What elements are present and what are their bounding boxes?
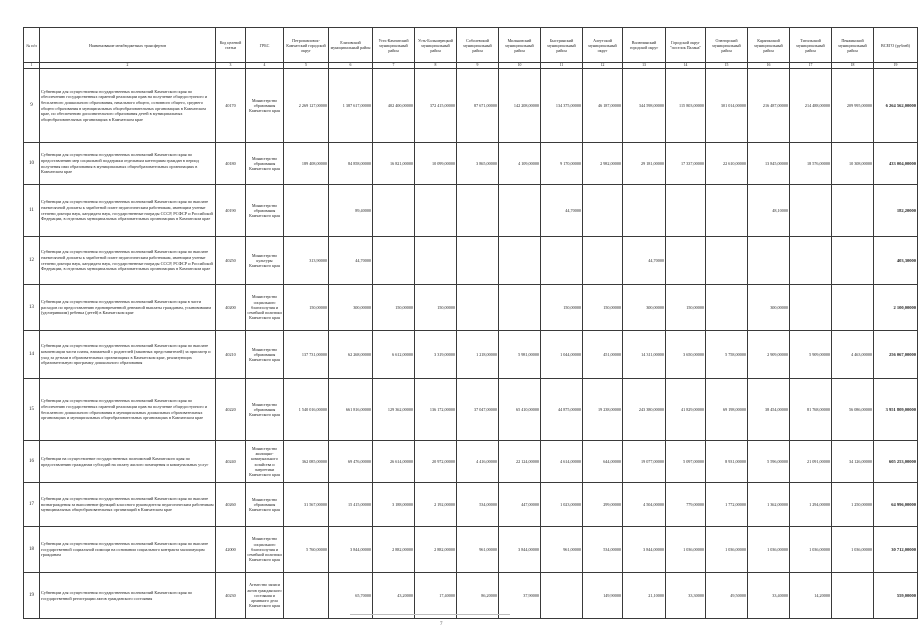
amount-cell: 142 208,00000 [499, 69, 541, 143]
grbs-cell: Министерство образования Камчатского края [246, 483, 284, 527]
amount-cell: 4 109,00000 [499, 143, 541, 185]
transfer-name-cell: Субвенции для осуществления государственных полномочий Камчатского края по предоставлению мер социальной поддержки отдельным категориям граждан в период получения ими образования в муниципальных общеобразовательных организациях в Камчатском крае [40, 143, 216, 185]
amount-cell: 17 337,00000 [666, 143, 706, 185]
row-number-cell: 14 [24, 331, 40, 379]
budget-table [23, 27, 918, 619]
amount-cell: 46 187,00000 [583, 69, 623, 143]
amount-cell: 44,70000 [541, 185, 583, 237]
amount-cell: 38 454,00000 [748, 379, 790, 441]
row-number-cell: 10 [24, 143, 40, 185]
table-row [24, 573, 918, 619]
amount-cell [706, 285, 748, 331]
amount-cell: 1 036,00000 [666, 527, 706, 573]
transfer-name-cell: Субвенции для осуществления государственных полномочий Камчатского края по выплате вознаграждения за выполнение функций классного руководителя педагогическим работникам муниципальных общеобразовательных организаций в Камчатском крае [40, 483, 216, 527]
column-number-cell: 3 [216, 63, 246, 69]
amount-cell: 6 612,00000 [373, 331, 415, 379]
amount-cell: 5 097,00000 [666, 441, 706, 483]
table-row [24, 69, 918, 143]
amount-cell: 150,00000 [583, 285, 623, 331]
amount-cell: 2 882,00000 [373, 527, 415, 573]
column-number-cell: 16 [748, 63, 790, 69]
column-number-cell: 10 [499, 63, 541, 69]
amount-cell: 8 931,00000 [706, 441, 748, 483]
column-number-cell: 13 [623, 63, 666, 69]
amount-cell: 961,00000 [457, 527, 499, 573]
amount-cell: 9 170,00000 [541, 143, 583, 185]
amount-cell: 150,00000 [541, 285, 583, 331]
amount-cell: 1 036,00000 [748, 527, 790, 573]
header-cell: Мильковский муниципальный район [499, 28, 541, 63]
target-code-cell: 40170 [216, 69, 246, 143]
header-cell: Усть-Камчатский муниципальный район [373, 28, 415, 63]
amount-cell: 300,00000 [329, 285, 373, 331]
amount-cell: 3 844,00000 [329, 527, 373, 573]
amount-cell: 362 085,00000 [284, 441, 329, 483]
transfer-name-cell: Субвенции для осуществления государственных полномочий Камчатского края в части расходов по предоставлению единовременной денежной выплаты гражданам, усыновившим (удочерившим) ребенка (детей) в Камчатском крае [40, 285, 216, 331]
amount-cell: 1 218,00000 [457, 331, 499, 379]
target-code-cell: 40260 [216, 483, 246, 527]
amount-cell: 1 036,00000 [832, 527, 874, 573]
amount-cell: 2 192,00000 [415, 483, 457, 527]
header-cell: Городской округ "поселок Палана" [666, 28, 706, 63]
grbs-cell: Министерство образования Камчатского края [246, 379, 284, 441]
row-number-cell: 12 [24, 237, 40, 285]
amount-cell: 65 410,00000 [499, 379, 541, 441]
amount-cell: 534,00000 [583, 527, 623, 573]
amount-cell: 29 181,00000 [623, 143, 666, 185]
amount-cell: 1 036,00000 [706, 527, 748, 573]
transfer-name-cell: Субвенции для осуществления государственных полномочий Камчатского края по выплате компенсации части платы, взимаемой с родителей (законных представителей) за присмотр и уход за детьми в образовательных организациях в Камчатском крае, реализующих образовательную программу дошкольного образования [40, 331, 216, 379]
column-number-cell: 12 [583, 63, 623, 69]
amount-cell: 31 567,00000 [284, 483, 329, 527]
column-number-cell: 5 [284, 63, 329, 69]
amount-cell [499, 237, 541, 285]
table-row [24, 237, 918, 285]
amount-cell: 49,50000 [706, 573, 748, 619]
total-cell: 30 712,00000 [874, 527, 918, 573]
transfer-name-cell: Субвенции для осуществления государственных полномочий Камчатского края по выплате ежемесячной доплаты к заработной плате педагогическим работникам, имеющим ученые степени доктора наук, кандидата наук, государственные награды СССР, РСФСР и Российской Федерации, в отдельных муниципальных образовательных организациях в Камчатском крае [40, 237, 216, 285]
amount-cell: 1 044,00000 [541, 331, 583, 379]
amount-cell: 1 036,00000 [790, 527, 832, 573]
target-code-cell: 40210 [216, 331, 246, 379]
header-cell: Вилючинский городской округ [623, 28, 666, 63]
amount-cell [832, 285, 874, 331]
table-row [24, 527, 918, 573]
column-number-cell: 7 [373, 63, 415, 69]
amount-cell: 33,40000 [748, 573, 790, 619]
amount-cell: 14,20000 [790, 573, 832, 619]
grbs-cell: Министерство социального благополучия и семейной политики Камчатского края [246, 285, 284, 331]
amount-cell [706, 237, 748, 285]
header-cell: Код целевой статьи [216, 28, 246, 63]
row-number-cell: 19 [24, 573, 40, 619]
target-code-cell: 40240 [216, 441, 246, 483]
amount-cell: 300,00000 [748, 285, 790, 331]
transfer-name-cell: Субвенции для осуществления государственных полномочий Камчатского края по выплате государственной социальной помощи на основании социального контракта малоимущим гражданам [40, 527, 216, 573]
amount-cell: 86,20000 [457, 573, 499, 619]
amount-cell: 20 972,00000 [415, 441, 457, 483]
amount-cell: 300,00000 [623, 285, 666, 331]
amount-cell [832, 573, 874, 619]
amount-cell: 661 816,00000 [329, 379, 373, 441]
amount-cell: 534,00000 [457, 483, 499, 527]
amount-cell [373, 237, 415, 285]
amount-cell: 344 598,00000 [623, 69, 666, 143]
amount-cell: 1 294,00000 [790, 483, 832, 527]
column-number-cell: 9 [457, 63, 499, 69]
row-number-cell: 18 [24, 527, 40, 573]
amount-cell [748, 237, 790, 285]
target-code-cell: 40180 [216, 143, 246, 185]
column-number-cell: 11 [541, 63, 583, 69]
amount-cell: 2 982,00000 [583, 143, 623, 185]
amount-cell: 81 768,00000 [790, 379, 832, 441]
amount-cell: 10 308,00000 [832, 143, 874, 185]
amount-cell: 961,00000 [541, 527, 583, 573]
amount-cell: 37 047,00000 [457, 379, 499, 441]
amount-cell: 5 760,00000 [284, 527, 329, 573]
amount-cell [499, 185, 541, 237]
amount-cell: 2 882,00000 [415, 527, 457, 573]
grbs-cell: Министерство образования Камчатского края [246, 331, 284, 379]
header-cell: Елизовский муниципальный район [329, 28, 373, 63]
transfer-name-cell: Субвенции для осуществления государственных полномочий Камчатского края по обеспечению государственных гарантий реализации прав на получение общедоступного и бесплатного дошкольного образования, начального общего, основного общего, среднего общего образования в муниципальных общеобразовательных организациях в Камчатском крае, по обеспечению дополнительного образования детей в муниципальных общеобразовательных организациях в Камчатском крае [40, 69, 216, 143]
amount-cell: 189 408,00000 [284, 143, 329, 185]
grbs-cell: Министерство образования Камчатского края [246, 69, 284, 143]
table-row [24, 331, 918, 379]
amount-cell [666, 185, 706, 237]
amount-cell: 10 099,00000 [415, 143, 457, 185]
header-cell: Усть-Большерецкий муниципальный район [415, 28, 457, 63]
amount-cell: 89,40000 [329, 185, 373, 237]
amount-cell: 26 614,00000 [373, 441, 415, 483]
amount-cell: 17,40000 [415, 573, 457, 619]
table-row [24, 379, 918, 441]
total-cell: 6 264 562,00000 [874, 69, 918, 143]
amount-cell [457, 285, 499, 331]
amount-cell: 150,00000 [284, 285, 329, 331]
header-cell: Соболевский муниципальный район [457, 28, 499, 63]
table-row [24, 441, 918, 483]
amount-cell: 451,00000 [583, 331, 623, 379]
amount-cell: 87 671,00000 [457, 69, 499, 143]
amount-cell: 4 504,00000 [623, 483, 666, 527]
amount-cell: 4 463,00000 [832, 331, 874, 379]
amount-cell: 1 772,00000 [706, 483, 748, 527]
row-number-cell: 11 [24, 185, 40, 237]
amount-cell: 65,70000 [329, 573, 373, 619]
column-number-cell: 18 [832, 63, 874, 69]
grbs-cell: Агентство записи актов гражданского состояния и архивного дела Камчатского края [246, 573, 284, 619]
document-sheet [23, 27, 916, 625]
amount-cell: 1 540 016,00000 [284, 379, 329, 441]
amount-cell: 3 844,00000 [499, 527, 541, 573]
header-cell: Карагинский муниципальный район [748, 28, 790, 63]
amount-cell [415, 237, 457, 285]
target-code-cell: 40220 [216, 379, 246, 441]
amount-cell: 37,90000 [499, 573, 541, 619]
amount-cell: 21,10000 [623, 573, 666, 619]
amount-cell [790, 237, 832, 285]
row-number-cell: 17 [24, 483, 40, 527]
header-row [24, 28, 918, 63]
target-code-cell: 40200 [216, 285, 246, 331]
column-number-cell: 4 [246, 63, 284, 69]
amount-cell: 136 172,00000 [415, 379, 457, 441]
amount-cell: 3 650,00000 [666, 331, 706, 379]
amount-cell: 779,00000 [666, 483, 706, 527]
amount-cell [457, 237, 499, 285]
amount-cell: 214 488,00000 [790, 69, 832, 143]
grbs-cell: Министерство культуры Камчатского края [246, 237, 284, 285]
amount-cell: 62 268,00000 [329, 331, 373, 379]
column-number-cell: 6 [329, 63, 373, 69]
header-cell: Алеутский муниципальный округ [583, 28, 623, 63]
amount-cell: 5 758,00000 [706, 331, 748, 379]
total-cell: 256 067,00000 [874, 331, 918, 379]
header-cell: Олюторский муниципальный район [706, 28, 748, 63]
amount-cell: 48,10000 [748, 185, 790, 237]
row-number-cell: 13 [24, 285, 40, 331]
amount-cell: 16 821,00000 [373, 143, 415, 185]
row-number-cell: 9 [24, 69, 40, 143]
amount-cell [832, 185, 874, 237]
amount-cell: 1 387 617,00000 [329, 69, 373, 143]
total-cell: 2 100,00000 [874, 285, 918, 331]
table-row [24, 143, 918, 185]
total-cell: 433 004,00000 [874, 143, 918, 185]
amount-cell [832, 237, 874, 285]
amount-cell: 41 829,00000 [666, 379, 706, 441]
target-code-cell: 40190 [216, 185, 246, 237]
amount-cell: 137 731,00000 [284, 331, 329, 379]
target-code-cell: 42000 [216, 527, 246, 573]
transfer-name-cell: Субвенции для осуществления государственных полномочий Камчатского края по выплате ежемесячной доплаты к заработной плате педагогическим работникам, имеющим ученые степени доктора наук, кандидата наук, государственные награды СССР, РСФСР и Российской Федерации, в отдельных муниципальных образовательных организациях в Камчатском крае [40, 185, 216, 237]
amount-cell [284, 185, 329, 237]
amount-cell [373, 185, 415, 237]
amount-cell [499, 285, 541, 331]
total-cell: 3 951 809,00000 [874, 379, 918, 441]
amount-cell: 3 844,00000 [623, 527, 666, 573]
amount-cell: 44,70000 [329, 237, 373, 285]
header-cell: ГРБС [246, 28, 284, 63]
amount-cell [541, 237, 583, 285]
amount-cell: 15 415,00000 [329, 483, 373, 527]
amount-cell: 1 250,00000 [832, 483, 874, 527]
amount-cell [583, 237, 623, 285]
amount-cell [284, 573, 329, 619]
header-cell: № п/п [24, 28, 40, 63]
amount-cell [415, 185, 457, 237]
amount-cell: 4 416,00000 [457, 441, 499, 483]
transfer-name-cell: Субвенции для осуществления государственных полномочий Камчатского края по обеспечению государственных гарантий реализации прав на получение общедоступного и бесплатного дошкольного образования в муниципальных дошкольных образовательных организациях и муниципальных общеобразовательных организациях в Камчатском крае [40, 379, 216, 441]
amount-cell: 2 909,00000 [748, 331, 790, 379]
header-cell: Тигильский муниципальный район [790, 28, 832, 63]
amount-cell: 1 362,00000 [748, 483, 790, 527]
column-number-cell: 14 [666, 63, 706, 69]
amount-cell: 134 375,00000 [541, 69, 583, 143]
row-number-cell: 16 [24, 441, 40, 483]
total-cell: 605 253,00000 [874, 441, 918, 483]
amount-cell: 129 362,00000 [373, 379, 415, 441]
amount-cell: 149,90000 [583, 573, 623, 619]
amount-cell [457, 185, 499, 237]
column-number-cell: 17 [790, 63, 832, 69]
header-cell: ВСЕГО (рублей) [874, 28, 918, 63]
header-cell: Петропавловск-Камчатский городской округ [284, 28, 329, 63]
page-number: 7 [440, 622, 443, 627]
column-number-cell: 19 [874, 63, 918, 69]
amount-cell: 22 124,00000 [499, 441, 541, 483]
amount-cell: 19 077,00000 [623, 441, 666, 483]
transfer-name-cell: Субвенции на осуществление государственных полномочий Камчатского края по предоставлению гражданам субсидий на оплату жилого помещения и коммунальных услуг [40, 441, 216, 483]
header-cell: Пенжинский муниципальный район [832, 28, 874, 63]
header-cell: Наименование межбюджетных трансфертов [40, 28, 216, 63]
amount-cell [666, 237, 706, 285]
amount-cell: 1 023,00000 [541, 483, 583, 527]
amount-cell: 3 188,00000 [373, 483, 415, 527]
amount-cell: 447,00000 [499, 483, 541, 527]
table-row [24, 185, 918, 237]
amount-cell [541, 573, 583, 619]
table-row [24, 285, 918, 331]
amount-cell: 299,00000 [583, 483, 623, 527]
amount-cell [583, 185, 623, 237]
amount-cell: 402 400,00000 [373, 69, 415, 143]
amount-cell: 69 198,00000 [706, 379, 748, 441]
grbs-cell: Министерство социального благополучия и семейной политики Камчатского края [246, 527, 284, 573]
scan-artifact-line [350, 614, 510, 615]
amount-cell: 69 476,00000 [329, 441, 373, 483]
target-code-cell: 40250 [216, 237, 246, 285]
amount-cell: 313,90000 [284, 237, 329, 285]
column-number-cell: 15 [706, 63, 748, 69]
total-cell: 64 996,00000 [874, 483, 918, 527]
column-number-cell: 2 [40, 63, 216, 69]
amount-cell: 3 865,00000 [457, 143, 499, 185]
amount-cell: 5 596,00000 [748, 441, 790, 483]
grbs-cell: Министерство образования Камчатского края [246, 143, 284, 185]
amount-cell: 150,00000 [415, 285, 457, 331]
total-cell: 403,30000 [874, 237, 918, 285]
column-number-cell: 8 [415, 63, 457, 69]
amount-cell: 84 858,00000 [329, 143, 373, 185]
amount-cell: 644,00000 [583, 441, 623, 483]
amount-cell: 43,20000 [373, 573, 415, 619]
target-code-cell: 40230 [216, 573, 246, 619]
amount-cell [623, 185, 666, 237]
amount-cell: 150,00000 [373, 285, 415, 331]
row-number-cell: 15 [24, 379, 40, 441]
transfer-name-cell: Субвенции для осуществления государственных полномочий Камчатского края по государственной регистрации актов гражданского состояния [40, 573, 216, 619]
amount-cell: 21 091,00000 [790, 441, 832, 483]
grbs-cell: Министерство жилищно-коммунального хозяйства и энергетики Камчатского края [246, 441, 284, 483]
amount-cell: 2 269 127,00000 [284, 69, 329, 143]
grbs-cell: Министерство образования Камчатского края [246, 185, 284, 237]
amount-cell: 216 487,00000 [748, 69, 790, 143]
amount-cell: 301 014,00000 [706, 69, 748, 143]
amount-cell [790, 185, 832, 237]
amount-cell: 243 380,00000 [623, 379, 666, 441]
amount-cell: 115 803,00000 [666, 69, 706, 143]
amount-cell: 33,30000 [666, 573, 706, 619]
amount-cell: 150,00000 [666, 285, 706, 331]
table-row [24, 483, 918, 527]
amount-cell: 209 995,00000 [832, 69, 874, 143]
amount-cell [706, 185, 748, 237]
header-cell: Быстринский муниципальный район [541, 28, 583, 63]
total-cell: 182,20000 [874, 185, 918, 237]
amount-cell: 56 086,00000 [832, 379, 874, 441]
amount-cell: 19 238,00000 [583, 379, 623, 441]
column-number-cell: 1 [24, 63, 40, 69]
amount-cell: 3 319,00000 [415, 331, 457, 379]
amount-cell: 4 614,00000 [541, 441, 583, 483]
amount-cell: 14 311,00000 [623, 331, 666, 379]
total-cell: 559,00000 [874, 573, 918, 619]
amount-cell: 22 610,00000 [706, 143, 748, 185]
amount-cell [790, 285, 832, 331]
amount-cell: 34 126,00000 [832, 441, 874, 483]
amount-cell: 44 875,00000 [541, 379, 583, 441]
amount-cell: 5 981,00000 [499, 331, 541, 379]
amount-cell: 44,70000 [623, 237, 666, 285]
amount-cell: 5 909,00000 [790, 331, 832, 379]
amount-cell: 372 415,00000 [415, 69, 457, 143]
amount-cell: 18 576,00000 [790, 143, 832, 185]
amount-cell: 13 845,00000 [748, 143, 790, 185]
